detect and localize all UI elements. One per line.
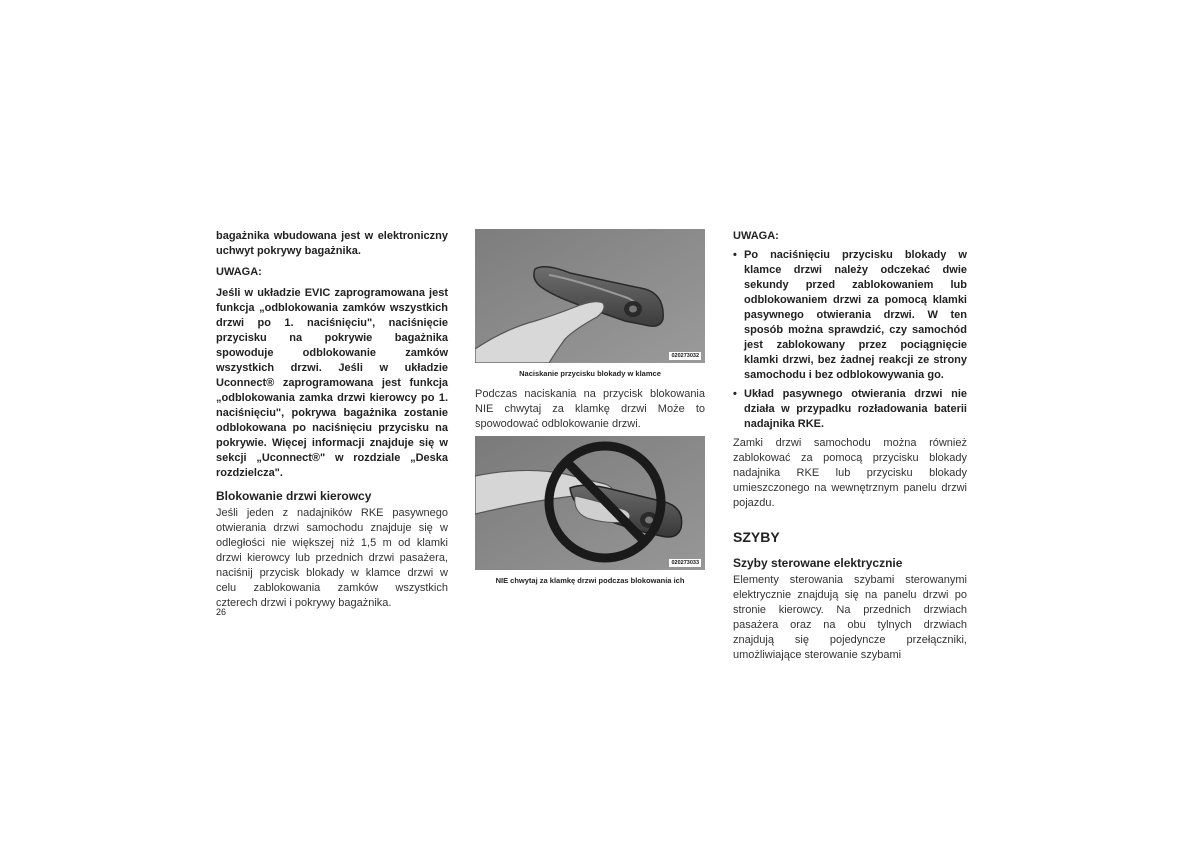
prohibited-grab-image bbox=[475, 436, 705, 570]
subheading-power-windows: Szyby sterowane elektrycznie bbox=[733, 556, 903, 570]
paragraph-do-not-grab: Podczas naciskania na przycisk blokowania NIE chwytaj za klamkę drzwi Może to spowodować odblokowanie drzwi. bbox=[475, 388, 705, 430]
figure-code: 020273033 bbox=[671, 560, 699, 566]
paragraph-window-controls: Elementy sterowania szybami sterowanymi elektrycznie znajdują się na panelu drzwi po stronie kierowcy. Na przednich drzwiach pasażera oraz na obu tylnych drzwiach znajdują się pojedyncze przełączniki, umożliwiające sterowanie szybami bbox=[733, 574, 967, 661]
figure-caption: Naciskanie przycisku blokady w klamce bbox=[519, 369, 661, 378]
right-column bbox=[733, 229, 967, 663]
figure-caption: NIE chwytaj za klamkę drzwi podczas blokowania ich bbox=[495, 576, 685, 585]
heading-driver-door-lock: Blokowanie drzwi kierowcy bbox=[216, 489, 372, 503]
bullet-text: Po naciśnięciu przycisku blokady w klamce drzwi należy odczekać dwie sekundy przed zablokowaniem lub odblokowaniem drzwi za pomocą klamki pasywnego otwierania drzwi. W ten sposób można sprawdzić, czy samochód jest zablokowany przez pociągnięcie klamki drzwi, bez żadnej reakcji ze strony samochodu i bez odblokowywania go. bbox=[744, 249, 967, 381]
note-label: UWAGA: bbox=[216, 266, 262, 278]
note-label: UWAGA: bbox=[733, 230, 779, 242]
left-column bbox=[216, 229, 448, 611]
note-evic-text: Jeśli w układzie EVIC zaprogramowana jest funkcja „odblokowania zamków wszystkich drzwi po 1. naciśnięciu", naciśnięcie przycisku na pokrywie bagażnika spowoduje odblokowanie zamków wszystkich drzwi. Jeśli w układzie Uconnect® zaprogramowana jest funkcja „odblokowania zamka drzwi kierowcy po 1. naciśnięciu", pokrywa bagażnika zostanie odblokowana po naciśnięciu przycisku na pokrywie. Więcej informacji znajduje się w sekcji „Uconnect®" w rozdziale „Deska rozdzielcza". bbox=[216, 287, 448, 479]
door-handle-press-illustration bbox=[475, 229, 705, 363]
paragraph-rke-button-lock: Zamki drzwi samochodu można również zablokować za pomocą przycisku blokady nadajnika RKE lub przycisku blokady umieszczonego na wewnętrznym panelu drzwi pojazdu. bbox=[733, 437, 967, 509]
bullet-marker: • bbox=[733, 249, 737, 261]
list-item bbox=[733, 248, 967, 383]
bullet-text: Układ pasywnego otwierania drzwi nie działa w przypadku rozładowania baterii nadajnika RKE. bbox=[744, 388, 967, 430]
section-title: SZYBY bbox=[733, 529, 780, 545]
bullet-marker: • bbox=[733, 388, 737, 400]
door-handle-prohibited-illustration bbox=[475, 436, 705, 570]
list-item bbox=[733, 387, 967, 432]
page-number: 26 bbox=[216, 607, 227, 617]
note-bullet-list bbox=[733, 248, 967, 432]
paragraph-rke-lock: Jeśli jeden z nadajników RKE pasywnego otwierania drzwi samochodu znajduje się w odległości nie większej niż 1,5 m od klamki drzwi kierowcy lub przednich drzwi pasażera, naciśnij przycisk blokady w klamce drzwi w celu zablokowania zamków wszystkich czterech drzwi i pokrywy bagażnika. bbox=[216, 507, 448, 609]
door-handle-press-image bbox=[475, 229, 705, 363]
paragraph-trunk-handle: bagażnika wbudowana jest w elektroniczny uchwyt pokrywy bagażnika. bbox=[216, 230, 448, 257]
figure-code: 020273032 bbox=[671, 353, 699, 359]
middle-column bbox=[475, 229, 705, 586]
